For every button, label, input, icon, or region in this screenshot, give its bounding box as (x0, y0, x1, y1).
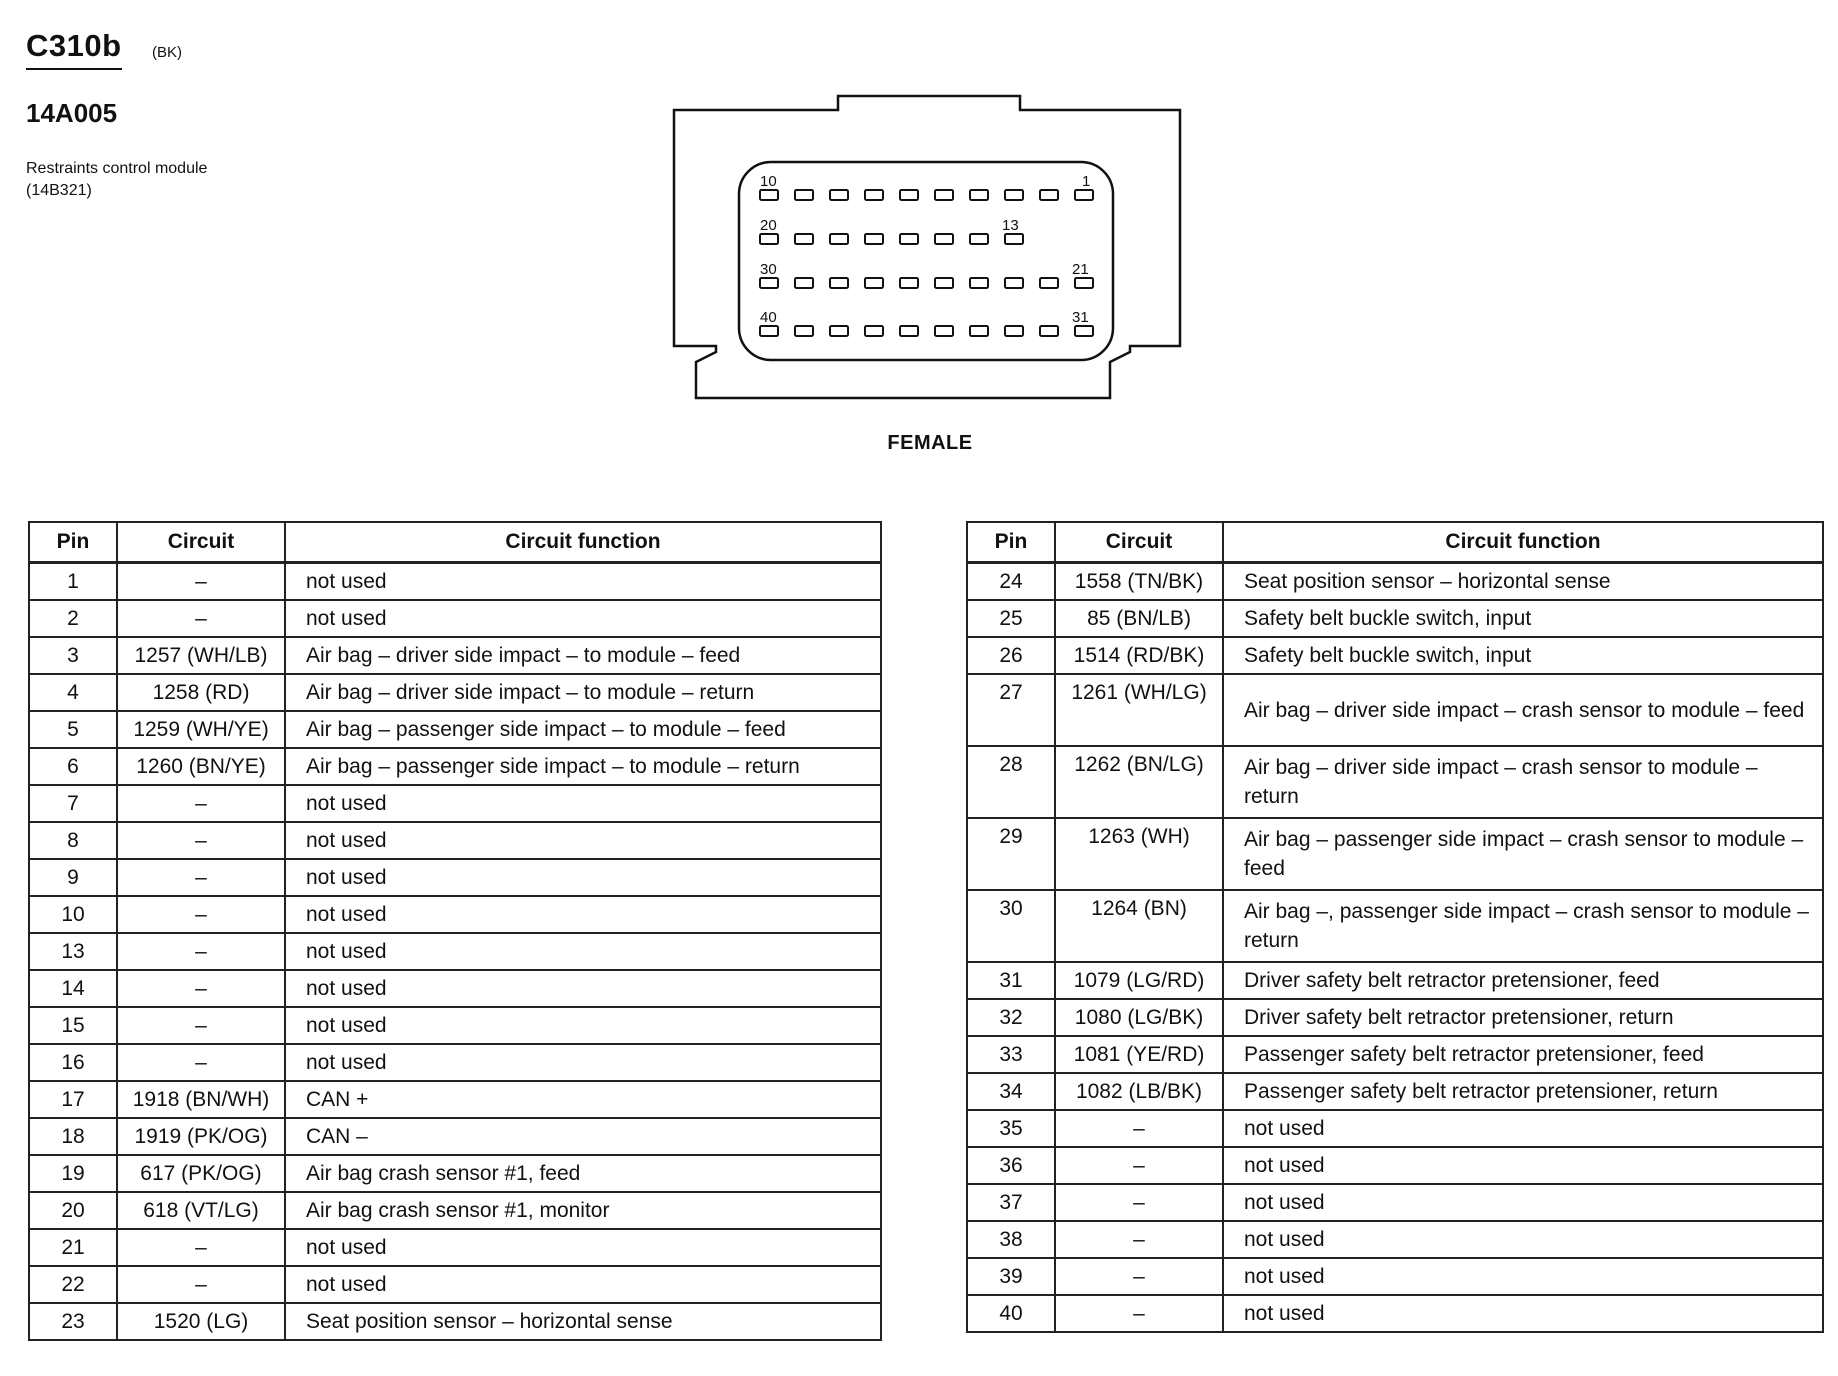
column-header-circuit: Circuit (117, 522, 285, 563)
table-row (29, 600, 881, 637)
pin-cavity (760, 278, 778, 288)
table-row (967, 746, 1823, 818)
pin-cell: 26 (967, 637, 1055, 674)
pin-cell: 30 (967, 890, 1055, 962)
function-cell: not used (285, 1266, 881, 1303)
function-cell: Air bag crash sensor #1, feed (285, 1155, 881, 1192)
table-row (967, 1258, 1823, 1295)
pin-cavity (1075, 326, 1093, 336)
pin-cavity (935, 278, 953, 288)
pin-cavity (830, 190, 848, 200)
circuit-cell: 1258 (RD) (117, 674, 285, 711)
connector-diagram (668, 90, 1182, 406)
pin-label-30: 30 (760, 261, 777, 278)
circuit-cell: 1080 (LG/BK) (1055, 999, 1223, 1036)
pin-cell: 33 (967, 1036, 1055, 1073)
table-row (967, 1036, 1823, 1073)
pin-cell: 31 (967, 962, 1055, 999)
function-cell: Air bag – driver side impact – crash sensor to module – feed (1223, 674, 1823, 746)
pin-cavity (970, 190, 988, 200)
table-row (967, 1221, 1823, 1258)
circuit-cell: – (117, 1229, 285, 1266)
pinout-table-left (28, 521, 882, 1341)
circuit-cell: – (1055, 1258, 1223, 1295)
circuit-cell: – (1055, 1110, 1223, 1147)
function-cell: not used (285, 600, 881, 637)
circuit-cell: – (117, 896, 285, 933)
function-cell: Passenger safety belt retractor pretensioner, feed (1223, 1036, 1823, 1073)
pin-cavity (795, 326, 813, 336)
pin-cell: 4 (29, 674, 117, 711)
circuit-cell: 1259 (WH/YE) (117, 711, 285, 748)
pin-cell: 3 (29, 637, 117, 674)
pin-cell: 29 (967, 818, 1055, 890)
pin-cavity (795, 234, 813, 244)
pin-cell: 6 (29, 748, 117, 785)
pin-cavity (1005, 190, 1023, 200)
function-cell: Passenger safety belt retractor pretensioner, return (1223, 1073, 1823, 1110)
circuit-cell: 1558 (TN/BK) (1055, 563, 1223, 601)
pin-cavity (970, 278, 988, 288)
pin-cell: 28 (967, 746, 1055, 818)
circuit-cell: 1261 (WH/LG) (1055, 674, 1223, 746)
pin-cavity (1040, 190, 1058, 200)
circuit-cell: 1257 (WH/LB) (117, 637, 285, 674)
function-cell: not used (285, 859, 881, 896)
function-cell: not used (1223, 1258, 1823, 1295)
table-row (29, 822, 881, 859)
pin-cavity (935, 326, 953, 336)
pin-cell: 10 (29, 896, 117, 933)
pin-cell: 39 (967, 1258, 1055, 1295)
pin-cell: 23 (29, 1303, 117, 1340)
table-row (29, 859, 881, 896)
circuit-cell: – (1055, 1184, 1223, 1221)
pin-cavity (900, 326, 918, 336)
table-row (29, 1192, 881, 1229)
pin-cavity (970, 234, 988, 244)
pin-cavity (935, 190, 953, 200)
pin-cavity (1005, 326, 1023, 336)
pin-cell: 38 (967, 1221, 1055, 1258)
table-row (29, 1081, 881, 1118)
table-row (967, 674, 1823, 746)
function-cell: not used (285, 563, 881, 601)
pin-cell: 2 (29, 600, 117, 637)
pin-grid (760, 190, 1093, 336)
pin-cavity (830, 234, 848, 244)
function-cell: not used (1223, 1184, 1823, 1221)
pin-cell: 17 (29, 1081, 117, 1118)
circuit-cell: 1919 (PK/OG) (117, 1118, 285, 1155)
pin-cavity (900, 234, 918, 244)
connector-id-underline (26, 68, 122, 70)
function-cell: Driver safety belt retractor pretensioner, feed (1223, 962, 1823, 999)
pin-cavity (900, 278, 918, 288)
pin-cell: 21 (29, 1229, 117, 1266)
function-cell: Seat position sensor – horizontal sense (285, 1303, 881, 1340)
function-cell: CAN – (285, 1118, 881, 1155)
function-cell: CAN + (285, 1081, 881, 1118)
function-cell: Air bag – passenger side impact – to module – feed (285, 711, 881, 748)
circuit-cell: – (1055, 1295, 1223, 1332)
pin-cavity (900, 190, 918, 200)
connector-gender-caption: FEMALE (887, 432, 973, 454)
pin-cavity (830, 326, 848, 336)
circuit-cell: 1263 (WH) (1055, 818, 1223, 890)
function-cell: not used (285, 1007, 881, 1044)
pin-cell: 36 (967, 1147, 1055, 1184)
pin-cell: 9 (29, 859, 117, 896)
pinout-table-right (966, 521, 1824, 1333)
column-header-pin: Pin (29, 522, 117, 563)
pin-label-40: 40 (760, 309, 777, 326)
function-cell: not used (285, 1044, 881, 1081)
table-row (29, 563, 881, 601)
table-row (29, 674, 881, 711)
circuit-cell: – (117, 785, 285, 822)
pin-cell: 25 (967, 600, 1055, 637)
pin-cell: 40 (967, 1295, 1055, 1332)
function-cell: not used (285, 1229, 881, 1266)
pin-cell: 24 (967, 563, 1055, 601)
circuit-cell: – (1055, 1147, 1223, 1184)
column-header-circuit: Circuit (1055, 522, 1223, 563)
circuit-cell: 1918 (BN/WH) (117, 1081, 285, 1118)
table-row (967, 1184, 1823, 1221)
pin-cell: 37 (967, 1184, 1055, 1221)
table-row (29, 748, 881, 785)
pin-cell: 1 (29, 563, 117, 601)
function-cell: Air bag –, passenger side impact – crash sensor to module – return (1223, 890, 1823, 962)
function-cell: Air bag – passenger side impact – to module – return (285, 748, 881, 785)
function-cell: not used (285, 785, 881, 822)
pin-label-31: 31 (1072, 309, 1089, 326)
pin-cell: 16 (29, 1044, 117, 1081)
pin-cavity (795, 190, 813, 200)
table-header-row (29, 522, 881, 563)
pin-cell: 32 (967, 999, 1055, 1036)
circuit-cell: – (117, 600, 285, 637)
table-row (29, 1229, 881, 1266)
table-row (967, 1295, 1823, 1332)
circuit-cell: – (117, 1007, 285, 1044)
function-cell: not used (285, 822, 881, 859)
circuit-cell: 1079 (LG/RD) (1055, 962, 1223, 999)
pin-cell: 15 (29, 1007, 117, 1044)
module-description: Restraints control module (14B321) (26, 160, 208, 199)
pin-cell: 19 (29, 1155, 117, 1192)
pin-cavity (865, 326, 883, 336)
pin-cavity (865, 190, 883, 200)
pin-cavity (1075, 190, 1093, 200)
table-row (29, 1155, 881, 1192)
circuit-cell: 85 (BN/LB) (1055, 600, 1223, 637)
pin-cell: 7 (29, 785, 117, 822)
pin-cavity (830, 278, 848, 288)
circuit-cell: – (117, 933, 285, 970)
pin-cavity (760, 234, 778, 244)
function-cell: Air bag – driver side impact – to module – feed (285, 637, 881, 674)
circuit-cell: – (117, 563, 285, 601)
circuit-cell: – (117, 859, 285, 896)
pin-cavity (935, 234, 953, 244)
table-row (29, 896, 881, 933)
pin-cavity (865, 234, 883, 244)
pin-cell: 5 (29, 711, 117, 748)
circuit-cell: 1262 (BN/LG) (1055, 746, 1223, 818)
function-cell: not used (285, 896, 881, 933)
column-header-function: Circuit function (1223, 522, 1823, 563)
circuit-cell: – (1055, 1221, 1223, 1258)
circuit-cell: – (117, 1266, 285, 1303)
circuit-cell: 1264 (BN) (1055, 890, 1223, 962)
function-cell: Air bag – driver side impact – crash sensor to module – return (1223, 746, 1823, 818)
pin-label-20: 20 (760, 217, 777, 234)
pin-cavity (1040, 278, 1058, 288)
pin-cavity (760, 190, 778, 200)
circuit-cell: 1514 (RD/BK) (1055, 637, 1223, 674)
function-cell: Seat position sensor – horizontal sense (1223, 563, 1823, 601)
table-row (967, 890, 1823, 962)
function-cell: Air bag crash sensor #1, monitor (285, 1192, 881, 1229)
pin-cell: 22 (29, 1266, 117, 1303)
function-cell: not used (1223, 1295, 1823, 1332)
circuit-cell: – (117, 1044, 285, 1081)
table-row (967, 637, 1823, 674)
function-cell: not used (1223, 1221, 1823, 1258)
circuit-cell: – (117, 970, 285, 1007)
table-row (967, 1073, 1823, 1110)
circuit-cell: 1081 (YE/RD) (1055, 1036, 1223, 1073)
circuit-cell: 1082 (LB/BK) (1055, 1073, 1223, 1110)
pin-label-21: 21 (1072, 261, 1089, 278)
pin-cell: 18 (29, 1118, 117, 1155)
table-row (29, 970, 881, 1007)
table-row (967, 1147, 1823, 1184)
function-cell: Air bag – passenger side impact – crash sensor to module – feed (1223, 818, 1823, 890)
table-row (29, 1118, 881, 1155)
function-cell: not used (1223, 1147, 1823, 1184)
column-header-function: Circuit function (285, 522, 881, 563)
table-row (967, 962, 1823, 999)
table-row (967, 999, 1823, 1036)
function-cell: Safety belt buckle switch, input (1223, 637, 1823, 674)
pin-cavity (865, 278, 883, 288)
circuit-cell: 617 (PK/OG) (117, 1155, 285, 1192)
function-cell: Air bag – driver side impact – to module – return (285, 674, 881, 711)
pin-cavity (795, 278, 813, 288)
pin-label-10: 10 (760, 173, 777, 190)
table-row (967, 818, 1823, 890)
table-row (29, 637, 881, 674)
pin-cavity (1005, 234, 1023, 244)
table-row (29, 933, 881, 970)
function-cell: Safety belt buckle switch, input (1223, 600, 1823, 637)
column-header-pin: Pin (967, 522, 1055, 563)
pin-cavity (760, 326, 778, 336)
part-number: 14A005 (26, 98, 118, 128)
pin-cell: 34 (967, 1073, 1055, 1110)
connector-color-code: (BK) (152, 44, 182, 61)
function-cell: not used (285, 970, 881, 1007)
table-row (967, 600, 1823, 637)
table-row (967, 1110, 1823, 1147)
pin-cavity (1075, 278, 1093, 288)
table-row (29, 1303, 881, 1340)
pin-cavity (1040, 326, 1058, 336)
circuit-cell: – (117, 822, 285, 859)
table-row (29, 1044, 881, 1081)
pin-cell: 14 (29, 970, 117, 1007)
table-header-row (967, 522, 1823, 563)
circuit-cell: 1520 (LG) (117, 1303, 285, 1340)
pin-cell: 13 (29, 933, 117, 970)
table-row (29, 711, 881, 748)
function-cell: not used (285, 933, 881, 970)
function-cell: Driver safety belt retractor pretensioner, return (1223, 999, 1823, 1036)
connector-id: C310b (26, 28, 122, 63)
table-row (29, 1007, 881, 1044)
table-row (967, 563, 1823, 601)
pin-cell: 27 (967, 674, 1055, 746)
circuit-cell: 1260 (BN/YE) (117, 748, 285, 785)
pin-cavity (970, 326, 988, 336)
pin-cell: 35 (967, 1110, 1055, 1147)
table-row (29, 1266, 881, 1303)
circuit-cell: 618 (VT/LG) (117, 1192, 285, 1229)
pin-cell: 8 (29, 822, 117, 859)
pin-cell: 20 (29, 1192, 117, 1229)
pin-cavity (1005, 278, 1023, 288)
function-cell: not used (1223, 1110, 1823, 1147)
pin-label-1: 1 (1082, 173, 1091, 190)
table-row (29, 785, 881, 822)
pin-label-13: 13 (1002, 217, 1019, 234)
